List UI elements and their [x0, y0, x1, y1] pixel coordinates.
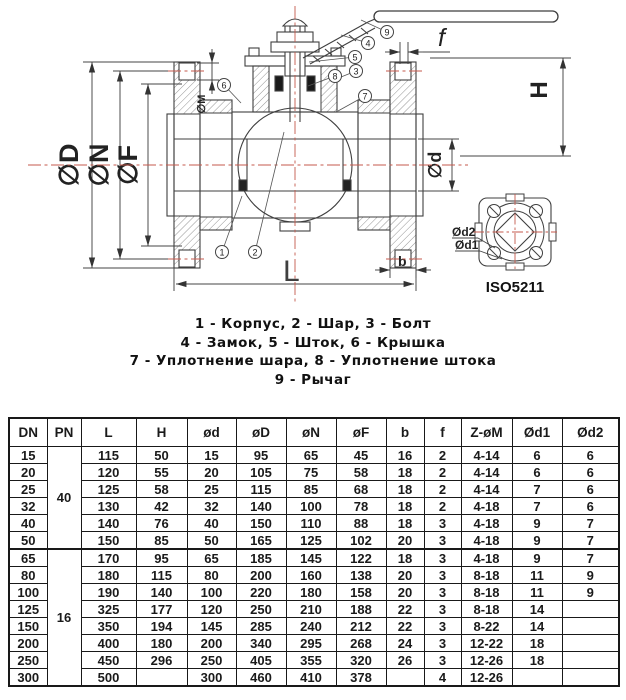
value-cell: 6 [512, 464, 562, 481]
value-cell: 4-18 [461, 549, 512, 567]
value-cell: 4-18 [461, 498, 512, 515]
bonnet-bolt-left [249, 48, 259, 56]
table-row [9, 584, 619, 601]
column-header: DN [9, 418, 47, 447]
value-cell: 45 [336, 447, 386, 464]
value-cell: 125 [81, 481, 136, 498]
value-cell: 400 [81, 635, 136, 652]
value-cell: 150 [236, 515, 286, 532]
value-cell: 16 [386, 447, 424, 464]
value-cell: 410 [286, 669, 336, 687]
value-cell: 14 [512, 601, 562, 618]
table-row [9, 515, 619, 532]
column-header: b [386, 418, 424, 447]
column-header: Ød1 [512, 418, 562, 447]
value-cell: 76 [136, 515, 187, 532]
value-cell: 8-22 [461, 618, 512, 635]
value-cell: 9 [562, 567, 619, 584]
value-cell: 6 [562, 498, 619, 515]
svg-text:4: 4 [365, 38, 371, 49]
value-cell: 285 [236, 618, 286, 635]
value-cell: 194 [136, 618, 187, 635]
value-cell: 140 [236, 498, 286, 515]
value-cell: 75 [286, 464, 336, 481]
value-cell: 3 [424, 515, 461, 532]
value-cell: 3 [424, 618, 461, 635]
value-cell: 3 [424, 601, 461, 618]
value-cell: 6 [562, 447, 619, 464]
value-cell: 25 [187, 481, 236, 498]
value-cell: 9 [512, 515, 562, 532]
value-cell: 160 [286, 567, 336, 584]
dn-cell: 20 [9, 464, 47, 481]
svg-text:9: 9 [384, 27, 390, 38]
value-cell: 2 [424, 481, 461, 498]
iso-d2-label: Ød2 [452, 225, 476, 239]
value-cell: 8-18 [461, 601, 512, 618]
dn-cell: 200 [9, 635, 47, 652]
value-cell [512, 669, 562, 687]
value-cell: 58 [136, 481, 187, 498]
value-cell: 18 [386, 498, 424, 515]
dim-D-label: ∅D [54, 143, 84, 187]
value-cell [562, 635, 619, 652]
value-cell: 50 [136, 447, 187, 464]
value-cell: 9 [512, 549, 562, 567]
value-cell: 110 [286, 515, 336, 532]
value-cell [562, 669, 619, 687]
table-row [9, 532, 619, 550]
dn-cell: 25 [9, 481, 47, 498]
dim-M-label: ∅M [196, 94, 208, 114]
value-cell: 450 [81, 652, 136, 669]
value-cell: 212 [336, 618, 386, 635]
value-cell: 102 [336, 532, 386, 550]
value-cell: 2 [424, 498, 461, 515]
column-header: øF [336, 418, 386, 447]
dn-cell: 150 [9, 618, 47, 635]
value-cell: 68 [336, 481, 386, 498]
value-cell: 8-18 [461, 567, 512, 584]
dim-H-label: H [526, 81, 553, 99]
value-cell: 24 [386, 635, 424, 652]
value-cell: 3 [424, 532, 461, 550]
value-cell: 340 [236, 635, 286, 652]
value-cell: 26 [386, 652, 424, 669]
value-cell: 180 [136, 635, 187, 652]
column-header: øD [236, 418, 286, 447]
value-cell: 185 [236, 549, 286, 567]
value-cell [386, 669, 424, 687]
value-cell: 7 [512, 481, 562, 498]
value-cell: 405 [236, 652, 286, 669]
value-cell: 4-14 [461, 481, 512, 498]
left-flange-bolt-hole-bottom [179, 250, 195, 267]
pn-group-cell: 40 [47, 447, 81, 550]
value-cell: 296 [136, 652, 187, 669]
value-cell: 11 [512, 567, 562, 584]
value-cell: 268 [336, 635, 386, 652]
dn-cell: 80 [9, 567, 47, 584]
value-cell: 2 [424, 464, 461, 481]
column-header: PN [47, 418, 81, 447]
table-row [9, 464, 619, 481]
value-cell: 200 [236, 567, 286, 584]
value-cell: 20 [386, 567, 424, 584]
dn-cell: 300 [9, 669, 47, 687]
value-cell: 100 [286, 498, 336, 515]
value-cell: 3 [424, 549, 461, 567]
value-cell: 220 [236, 584, 286, 601]
value-cell: 65 [286, 447, 336, 464]
value-cell: 250 [236, 601, 286, 618]
value-cell: 177 [136, 601, 187, 618]
value-cell: 125 [286, 532, 336, 550]
iso5211-caption: ISO5211 [485, 279, 545, 296]
value-cell: 170 [81, 549, 136, 567]
value-cell: 15 [187, 447, 236, 464]
dimensions-table-wrap [8, 417, 620, 687]
value-cell: 105 [236, 464, 286, 481]
value-cell: 11 [512, 584, 562, 601]
value-cell: 4-18 [461, 515, 512, 532]
dn-cell: 15 [9, 447, 47, 464]
table-row [9, 549, 619, 567]
value-cell: 300 [187, 669, 236, 687]
dim-f-label: f [438, 24, 445, 52]
value-cell: 50 [187, 532, 236, 550]
legend-line: 1 - Корпус, 2 - Шар, 3 - Болт [194, 316, 432, 332]
value-cell: 58 [336, 464, 386, 481]
svg-text:2: 2 [252, 247, 258, 258]
value-cell: 190 [81, 584, 136, 601]
value-cell: 80 [187, 567, 236, 584]
legend-line: 9 - Рычаг [274, 371, 352, 388]
value-cell: 88 [336, 515, 386, 532]
value-cell: 100 [187, 584, 236, 601]
value-cell: 12-22 [461, 635, 512, 652]
value-cell: 20 [386, 532, 424, 550]
value-cell: 32 [187, 498, 236, 515]
svg-text:6: 6 [221, 80, 227, 91]
value-cell: 42 [136, 498, 187, 515]
value-cell: 240 [286, 618, 336, 635]
handle-grip [374, 11, 558, 22]
value-cell: 4-18 [461, 532, 512, 550]
value-cell: 22 [386, 618, 424, 635]
legend-line: 4 - Замок, 5 - Шток, 6 - Крышка [180, 334, 446, 351]
table-row [9, 652, 619, 669]
value-cell: 145 [286, 549, 336, 567]
value-cell: 6 [562, 464, 619, 481]
svg-text:5: 5 [352, 52, 358, 63]
dn-cell: 65 [9, 549, 47, 567]
valve-drawing [0, 0, 626, 312]
value-cell: 180 [286, 584, 336, 601]
value-cell: 95 [136, 549, 187, 567]
value-cell: 3 [424, 567, 461, 584]
table-row [9, 601, 619, 618]
value-cell: 115 [81, 447, 136, 464]
table-row [9, 447, 619, 464]
value-cell: 158 [336, 584, 386, 601]
dim-d-label: ∅d [425, 151, 445, 179]
value-cell: 9 [562, 584, 619, 601]
pn-group-cell: 16 [47, 549, 81, 686]
right-flange-bolt-hole-top [395, 63, 411, 80]
value-cell: 4-14 [461, 447, 512, 464]
value-cell: 7 [562, 532, 619, 550]
value-cell: 18 [512, 635, 562, 652]
value-cell: 18 [386, 464, 424, 481]
legend-line: 7 - Уплотнение шара, 8 - Уплотнение штока [129, 353, 497, 369]
dn-cell: 250 [9, 652, 47, 669]
value-cell [562, 652, 619, 669]
value-cell: 7 [562, 549, 619, 567]
table-row [9, 498, 619, 515]
svg-text:7: 7 [362, 91, 368, 102]
dim-F-label: ∅F [113, 144, 143, 186]
value-cell: 3 [424, 584, 461, 601]
value-cell: 6 [512, 447, 562, 464]
dn-cell: 50 [9, 532, 47, 550]
dim-N-label: ∅N [84, 143, 114, 187]
column-header: L [81, 418, 136, 447]
value-cell: 3 [424, 652, 461, 669]
svg-text:8: 8 [332, 71, 338, 82]
value-cell: 200 [187, 635, 236, 652]
value-cell: 18 [386, 515, 424, 532]
column-header: ød [187, 418, 236, 447]
value-cell: 320 [336, 652, 386, 669]
svg-text:1: 1 [219, 247, 225, 258]
value-cell: 115 [136, 567, 187, 584]
value-cell: 460 [236, 669, 286, 687]
value-cell: 122 [336, 549, 386, 567]
value-cell: 180 [81, 567, 136, 584]
value-cell: 140 [136, 584, 187, 601]
value-cell: 8-18 [461, 584, 512, 601]
value-cell: 18 [386, 549, 424, 567]
dim-L-label: L [283, 255, 300, 288]
column-header: Ød2 [562, 418, 619, 447]
value-cell: 85 [286, 481, 336, 498]
svg-text:3: 3 [353, 66, 359, 77]
value-cell: 9 [512, 532, 562, 550]
parts-legend [0, 315, 626, 389]
value-cell: 4 [424, 669, 461, 687]
dn-cell: 100 [9, 584, 47, 601]
value-cell: 165 [236, 532, 286, 550]
value-cell: 250 [187, 652, 236, 669]
iso5211-view [452, 194, 557, 296]
value-cell: 355 [286, 652, 336, 669]
value-cell: 500 [81, 669, 136, 687]
value-cell: 7 [562, 515, 619, 532]
value-cell: 18 [512, 652, 562, 669]
value-cell: 12-26 [461, 652, 512, 669]
value-cell: 145 [187, 618, 236, 635]
column-header: øN [286, 418, 336, 447]
value-cell: 95 [236, 447, 286, 464]
dim-b-label: b [398, 253, 407, 269]
dimensions-table [8, 417, 620, 687]
value-cell: 20 [187, 464, 236, 481]
value-cell: 188 [336, 601, 386, 618]
value-cell: 55 [136, 464, 187, 481]
value-cell: 18 [386, 481, 424, 498]
value-cell: 12-26 [461, 669, 512, 687]
value-cell: 210 [286, 601, 336, 618]
ball-seat-left [239, 180, 247, 191]
value-cell: 130 [81, 498, 136, 515]
value-cell: 78 [336, 498, 386, 515]
value-cell [562, 618, 619, 635]
value-cell: 40 [187, 515, 236, 532]
stem-packing-left [275, 76, 283, 91]
value-cell: 138 [336, 567, 386, 584]
table-row [9, 618, 619, 635]
value-cell: 140 [81, 515, 136, 532]
ball-seat-right [343, 180, 351, 191]
table-row [9, 567, 619, 584]
table-row [9, 635, 619, 652]
left-flange-bolt-hole-top [179, 63, 195, 80]
value-cell [562, 601, 619, 618]
callout-6 [218, 79, 242, 104]
value-cell: 150 [81, 532, 136, 550]
iso-d1-label: Ød1 [455, 238, 479, 252]
value-cell: 2 [424, 447, 461, 464]
value-cell: 325 [81, 601, 136, 618]
dn-cell: 125 [9, 601, 47, 618]
dn-cell: 32 [9, 498, 47, 515]
value-cell: 22 [386, 601, 424, 618]
dn-cell: 40 [9, 515, 47, 532]
table-row [9, 669, 619, 687]
value-cell: 120 [187, 601, 236, 618]
value-cell: 6 [562, 481, 619, 498]
value-cell: 65 [187, 549, 236, 567]
value-cell: 4-14 [461, 464, 512, 481]
value-cell: 295 [286, 635, 336, 652]
value-cell: 350 [81, 618, 136, 635]
value-cell: 3 [424, 635, 461, 652]
value-cell: 7 [512, 498, 562, 515]
table-row [9, 481, 619, 498]
column-header: H [136, 418, 187, 447]
column-header: f [424, 418, 461, 447]
value-cell: 378 [336, 669, 386, 687]
value-cell: 20 [386, 584, 424, 601]
value-cell: 85 [136, 532, 187, 550]
column-header: Z-øM [461, 418, 512, 447]
value-cell: 115 [236, 481, 286, 498]
value-cell: 14 [512, 618, 562, 635]
value-cell [136, 669, 187, 687]
value-cell: 120 [81, 464, 136, 481]
